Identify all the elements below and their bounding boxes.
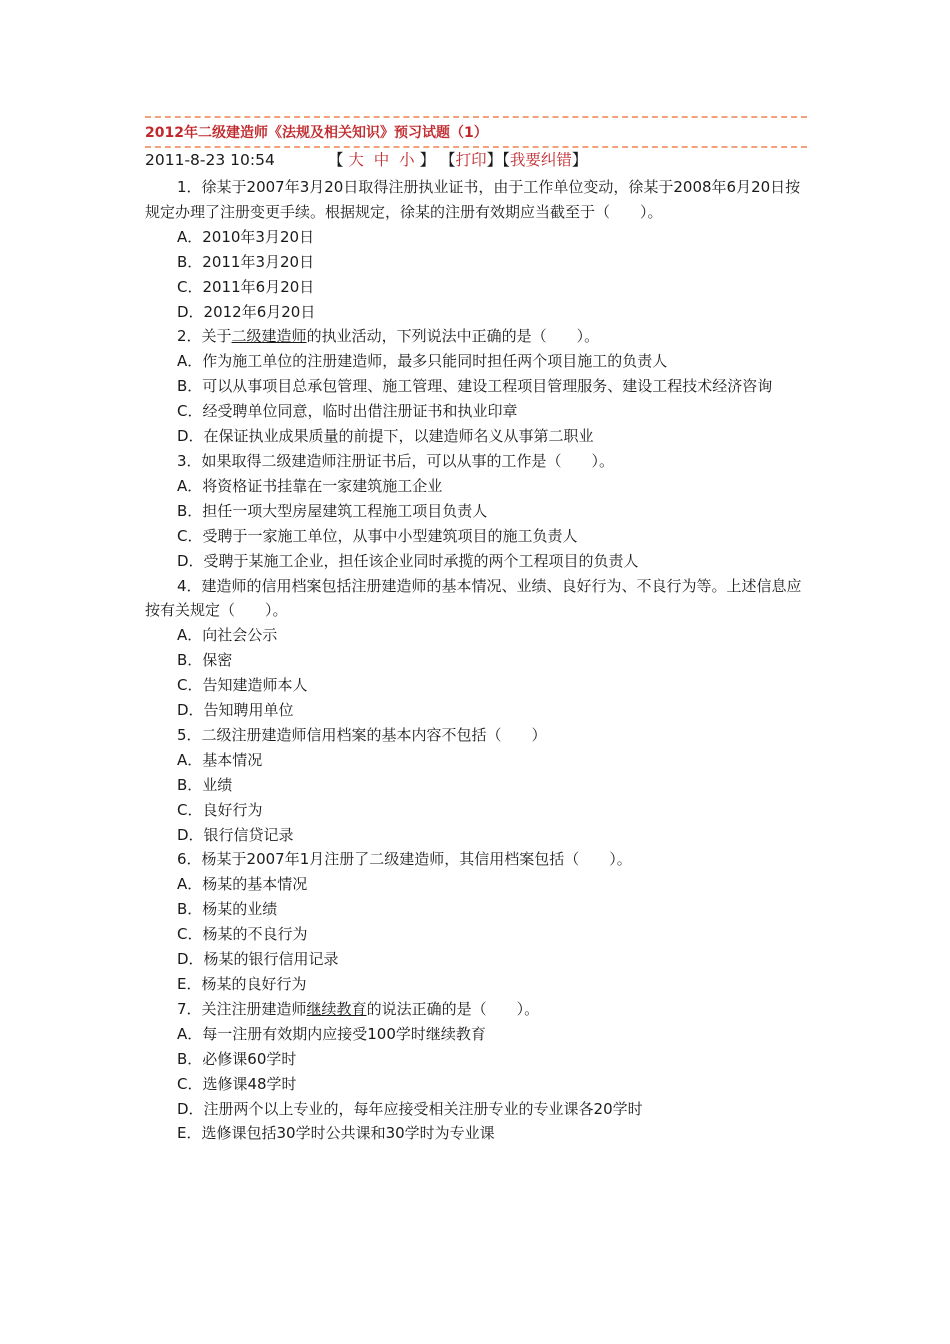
answer-option: D．银行信贷记录 [177,825,294,844]
answer-option: C．良好行为 [177,800,263,819]
font-size-controls [328,151,440,169]
answer-option: B．业绩 [177,775,233,794]
answer-option: C．受聘于一家施工单位，从事中小型建筑项目的施工负责人 [177,526,578,545]
answer-option: D．受聘于某施工企业，担任该企业同时承揽的两个工程项目的负责人 [177,551,639,570]
question-text: 5．二级注册建造师信用档案的基本内容不包括（ ） [177,725,547,744]
top-dashed-divider [145,116,807,118]
answer-option: A．2010年3月20日 [177,227,315,246]
title-dashed-divider [145,146,807,148]
print-link[interactable]: 打印 [455,151,487,169]
answer-option: C．告知建造师本人 [177,676,308,695]
font-large-link[interactable]: 大 [348,151,364,169]
question-text: 6．杨某于2007年1月注册了二级建造师，其信用档案包括（ ）。 [177,850,632,869]
answer-option: D．2012年6月20日 [177,302,316,321]
bracket: 】 [419,151,436,169]
question-text: 3．如果取得二级建造师注册证书后，可以从事的工作是（ ）。 [177,451,615,470]
bracket: 】 [571,151,588,169]
report-error-control [502,151,587,169]
keyword-link[interactable]: 继续教育 [306,999,367,1018]
answer-option: B．可以从事项目总承包管理、施工管理、建设工程项目管理服务、建设工程技术经济咨询 [177,377,773,396]
answer-option: A．将资格证书挂靠在一家建筑施工企业 [177,476,443,495]
question-text-part: 2．关于 [177,327,232,346]
answer-option: B．保密 [177,651,233,670]
answer-option: E．杨某的良好行为 [177,975,307,993]
answer-option: A．基本情况 [177,750,263,769]
answer-option: C．选修课48学时 [177,1074,297,1093]
font-small-link[interactable]: 小 [399,151,415,169]
article-title: 2012年二级建造师《法规及相关知识》预习试题（1） [145,125,488,141]
font-medium-link[interactable]: 中 [373,151,390,169]
bracket: 【 [502,151,510,169]
answer-option: A．每一注册有效期内应接受100学时继续教育 [177,1024,486,1043]
answer-option: D．告知聘用单位 [177,701,294,720]
answer-option: A．作为施工单位的注册建造师，最多只能同时担任两个项目施工的负责人 [177,352,668,371]
answer-option: C．杨某的不良行为 [177,925,308,944]
answer-option: A．向社会公示 [177,626,278,645]
article-meta [145,150,807,171]
answer-option: D．杨某的银行信用记录 [177,950,339,969]
answer-option: B．2011年3月20日 [177,252,315,271]
article [145,116,807,1146]
report-error-link[interactable]: 我要纠错 [509,151,572,169]
question-text-part: 7．关注注册建造师 [177,999,307,1018]
print-control [440,151,502,169]
answer-option: B．杨某的业绩 [177,900,278,919]
answer-option: C．2011年6月20日 [177,277,315,296]
answer-option: E．选修课包括30学时公共课和30学时为专业课 [177,1124,495,1143]
question-text: 1．徐某于2007年3月20日取得注册执业证书，由于工作单位变动，徐某于2008年6月20日按规定办理了注册变更手续。根据规定，徐某的注册有效期应当截至于（ ）。 [145,178,801,221]
answer-option: B．必修课60学时 [177,1049,297,1068]
publish-date: 2011-8-23 10:54 [145,151,275,169]
answer-option: D．注册两个以上专业的，每年应接受相关注册专业的专业课各20学时 [177,1099,643,1118]
question-text-part: 的说法正确的是（ ）。 [366,999,540,1018]
bracket: 【 [440,151,456,169]
answer-option: C．经受聘单位同意，临时出借注册证书和执业印章 [177,402,518,421]
bracket: 【 [327,151,344,169]
keyword-link[interactable]: 二级建造师 [231,327,307,346]
question-text [145,324,807,349]
question-text: 4．建造师的信用档案包括注册建造师的基本情况、业绩、良好行为、不良行为等。上述信息应按有关规定（ ）。 [145,576,802,620]
bracket: 】 [486,151,503,169]
answer-option: A．杨某的基本情况 [177,875,308,894]
question-text [145,997,807,1022]
question-text-part: 的执业活动，下列说法中正确的是（ ）。 [306,327,600,346]
answer-option: B．担任一项大型房屋建筑工程施工项目负责人 [177,501,488,520]
question-list [145,175,807,1146]
answer-option: D．在保证执业成果质量的前提下，以建造师名义从事第二职业 [177,427,594,446]
